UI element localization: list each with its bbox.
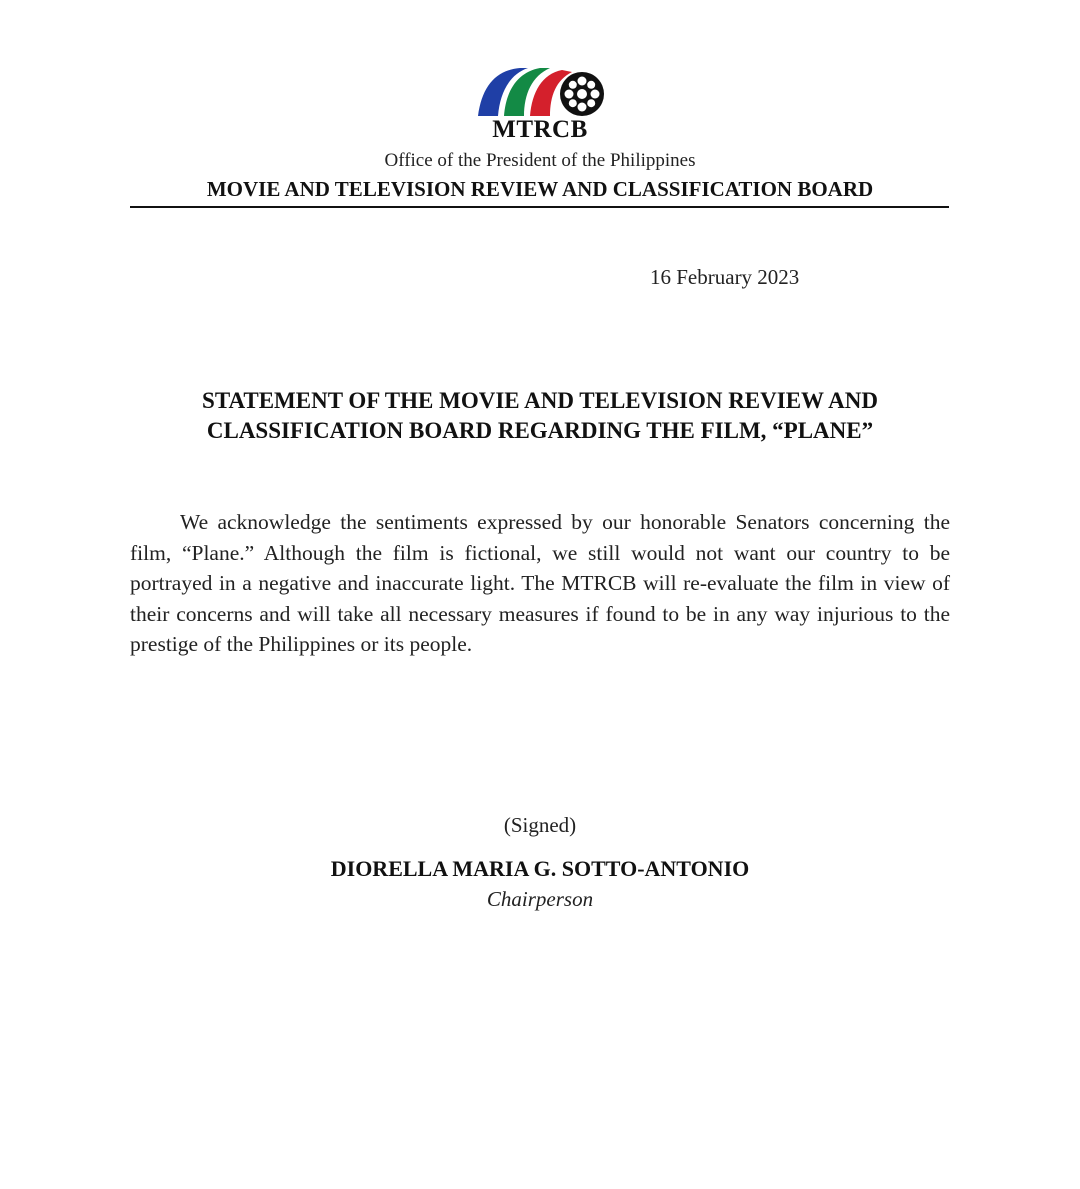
signed-note: (Signed) — [503, 813, 577, 837]
statement-date: 16 February 2023 — [650, 265, 800, 289]
signatory-name: DIORELLA MARIA G. SOTTO-ANTONIO — [330, 856, 750, 881]
film-reel-icon — [560, 72, 604, 116]
board-name: MOVIE AND TELEVISION REVIEW AND CLASSIFICATION BOARD — [206, 177, 874, 201]
header-divider — [130, 206, 949, 208]
signatory-position: Chairperson — [486, 887, 594, 911]
title-line-2: CLASSIFICATION BOARD REGARDING THE FILM, “PLANE” — [206, 418, 874, 443]
office-line: Office of the President of the Philippines — [384, 150, 696, 171]
statement-title — [130, 386, 950, 446]
statement-body: We acknowledge the sentiments expressed by our honorable Senators concerning the film, “Plane.” Although the film is fictional, we still would not want our country to be portrayed in a negative and inaccurate light. The MTRCB will re-evaluate the film in view of their concerns and will take all necessary measures if found to be in any way injurious to the prestige of the Philippines or its people. — [130, 510, 950, 656]
logo-wordmark: MTRCB — [492, 116, 588, 143]
title-line-1: STATEMENT OF THE MOVIE AND TELEVISION REVIEW AND — [202, 388, 878, 413]
